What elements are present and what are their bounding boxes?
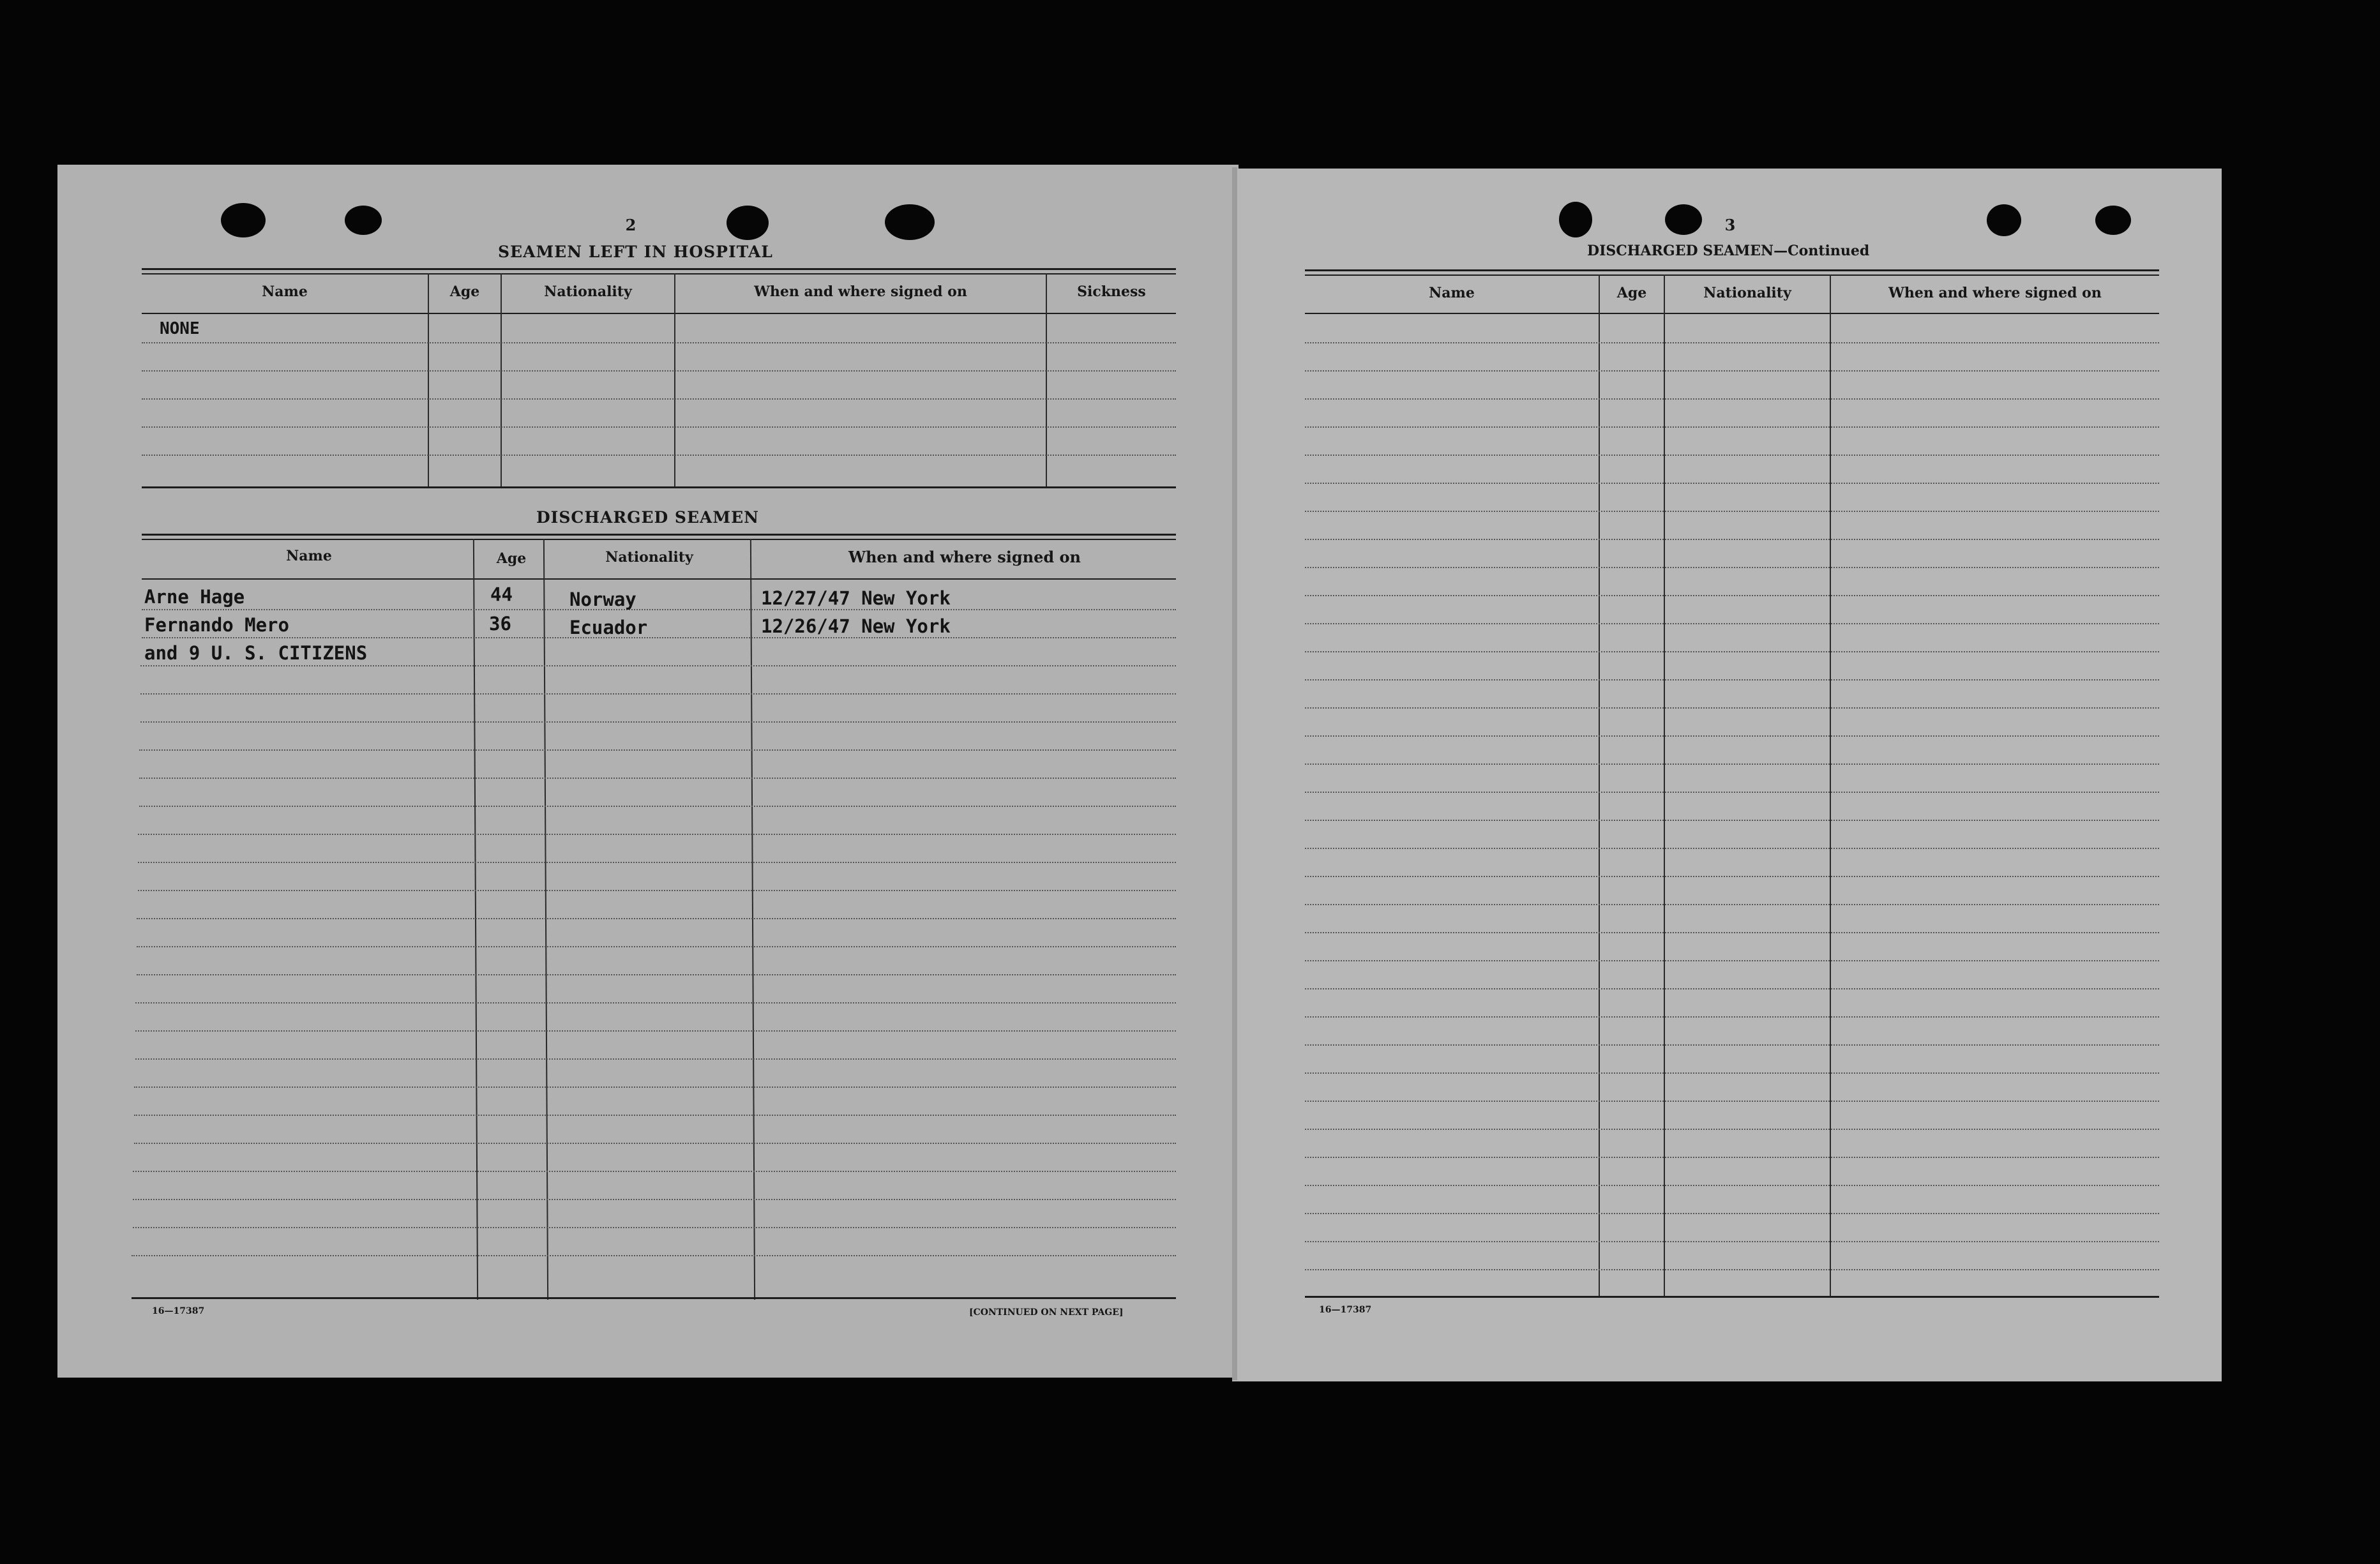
ruled-line xyxy=(133,1227,1176,1228)
column-header-nationality: Nationality xyxy=(605,549,693,566)
ruled-line xyxy=(133,1171,1176,1172)
column-header-nationality: Nationality xyxy=(544,283,632,300)
column-header-signed-on: When and where signed on xyxy=(754,283,967,300)
hospital-section-title: SEAMEN LEFT IN HOSPITAL xyxy=(498,243,773,261)
discharged-section-title: DISCHARGED SEAMEN xyxy=(536,508,759,527)
ruled-line xyxy=(134,1143,1176,1144)
column-header-name: Name xyxy=(262,283,308,300)
ruled-line xyxy=(1305,426,2159,428)
ruled-line xyxy=(1305,820,2159,821)
table-rule xyxy=(132,1297,1176,1299)
ruled-line xyxy=(1305,567,2159,568)
ruled-line xyxy=(1305,792,2159,793)
ruled-line xyxy=(1305,623,2159,624)
ruled-line xyxy=(137,946,1176,947)
ruled-line xyxy=(1305,483,2159,484)
ruled-line xyxy=(1305,707,2159,709)
ruled-line xyxy=(142,342,1176,343)
ruled-line xyxy=(1305,876,2159,877)
seaman-age: 36 xyxy=(489,613,511,635)
ruled-line xyxy=(1305,342,2159,343)
table-rule xyxy=(142,486,1176,488)
ruled-line xyxy=(140,693,1176,695)
ruled-line xyxy=(134,1115,1176,1116)
punch-hole xyxy=(2095,206,2131,235)
ruled-line xyxy=(135,1002,1176,1004)
table-rule xyxy=(1305,274,2159,276)
ruled-line xyxy=(1305,1072,2159,1074)
column-header-age: Age xyxy=(496,550,527,567)
hospital-entry: NONE xyxy=(160,319,200,338)
ruled-line xyxy=(1305,679,2159,680)
seaman-nationality: Norway xyxy=(569,589,636,610)
ruled-line xyxy=(1305,398,2159,400)
seaman-signed-on: 12/27/47 New York xyxy=(761,587,951,609)
ruled-line xyxy=(1305,1157,2159,1158)
form-number: 16—17387 xyxy=(152,1306,205,1316)
ruled-line xyxy=(1305,1016,2159,1018)
seaman-age: 44 xyxy=(490,583,513,605)
ruled-line xyxy=(138,890,1176,891)
punch-hole xyxy=(1559,202,1592,237)
ruled-line xyxy=(1305,1185,2159,1186)
table-rule xyxy=(142,539,1176,540)
column-divider xyxy=(1664,274,1665,1297)
column-header-age: Age xyxy=(1616,285,1647,301)
ruled-line xyxy=(1305,370,2159,372)
column-header-name: Name xyxy=(286,548,332,564)
ruled-line xyxy=(1305,1269,2159,1270)
page-number: 3 xyxy=(1724,216,1736,234)
ruled-line xyxy=(1305,1044,2159,1046)
ruled-line xyxy=(1305,595,2159,596)
ruled-line xyxy=(133,1199,1176,1200)
seaman-name: and 9 U. S. CITIZENS xyxy=(144,642,368,664)
ruled-line xyxy=(1305,848,2159,849)
ruled-line xyxy=(142,370,1176,372)
column-header-sickness: Sickness xyxy=(1077,283,1146,300)
ruled-line xyxy=(138,862,1176,863)
ruled-line xyxy=(134,1087,1176,1088)
ruled-line xyxy=(139,778,1176,779)
left-page xyxy=(57,165,1239,1378)
ruled-line xyxy=(137,974,1176,975)
ruled-line xyxy=(1305,932,2159,933)
table-rule xyxy=(142,313,1176,314)
ruled-line xyxy=(135,1030,1176,1032)
continued-note: [CONTINUED ON NEXT PAGE] xyxy=(969,1307,1124,1318)
seaman-signed-on: 12/26/47 New York xyxy=(761,615,951,637)
table-rule xyxy=(142,273,1176,274)
column-header-signed-on: When and where signed on xyxy=(1888,285,2102,301)
column-header-nationality: Nationality xyxy=(1703,285,1791,301)
punch-hole xyxy=(221,203,266,237)
page-fold xyxy=(1232,167,1237,1380)
column-header-age: Age xyxy=(449,283,480,300)
punch-hole xyxy=(1987,204,2021,236)
ruled-line xyxy=(140,721,1176,723)
punch-hole xyxy=(1665,204,1702,235)
ruled-line xyxy=(137,918,1176,919)
form-number: 16—17387 xyxy=(1319,1305,1372,1315)
discharged-continued-title: DISCHARGED SEAMEN—Continued xyxy=(1587,243,1870,259)
table-rule xyxy=(142,534,1176,536)
ruled-line xyxy=(140,665,1176,666)
ruled-line xyxy=(1305,904,2159,905)
ruled-line xyxy=(1305,988,2159,989)
page-number: 2 xyxy=(625,216,636,234)
table-rule xyxy=(1305,269,2159,271)
ruled-line xyxy=(142,637,1176,638)
column-divider xyxy=(1830,274,1831,1297)
ruled-line xyxy=(135,1058,1176,1060)
ruled-line xyxy=(1305,960,2159,961)
ruled-line xyxy=(1305,763,2159,765)
right-page xyxy=(1232,169,2222,1381)
ruled-line xyxy=(139,749,1176,751)
table-rule xyxy=(1305,313,2159,314)
column-divider xyxy=(1599,274,1600,1297)
punch-hole xyxy=(345,206,382,235)
ruled-line xyxy=(142,398,1176,400)
ruled-line xyxy=(1305,455,2159,456)
ruled-line xyxy=(1305,1213,2159,1214)
ruled-line xyxy=(1305,651,2159,652)
seaman-name: Arne Hage xyxy=(144,586,245,608)
ruled-line xyxy=(139,806,1176,807)
ruled-line xyxy=(1305,1101,2159,1102)
ruled-line xyxy=(1305,511,2159,512)
ruled-line xyxy=(132,1255,1176,1256)
column-header-signed-on: When and where signed on xyxy=(848,548,1081,566)
column-header-name: Name xyxy=(1429,285,1475,301)
table-rule xyxy=(142,268,1176,270)
ruled-line xyxy=(142,426,1176,428)
ruled-line xyxy=(138,834,1176,835)
ruled-line xyxy=(142,455,1176,456)
ruled-line xyxy=(1305,539,2159,540)
table-rule xyxy=(1305,1296,2159,1298)
punch-hole xyxy=(727,206,769,240)
ruled-line xyxy=(1305,735,2159,737)
table-rule xyxy=(142,578,1176,580)
ruled-line xyxy=(1305,1129,2159,1130)
seaman-nationality: Ecuador xyxy=(569,617,648,638)
seaman-name: Fernando Mero xyxy=(144,614,289,636)
ruled-line xyxy=(1305,1241,2159,1242)
ruled-line xyxy=(142,609,1176,610)
punch-hole xyxy=(885,204,935,240)
